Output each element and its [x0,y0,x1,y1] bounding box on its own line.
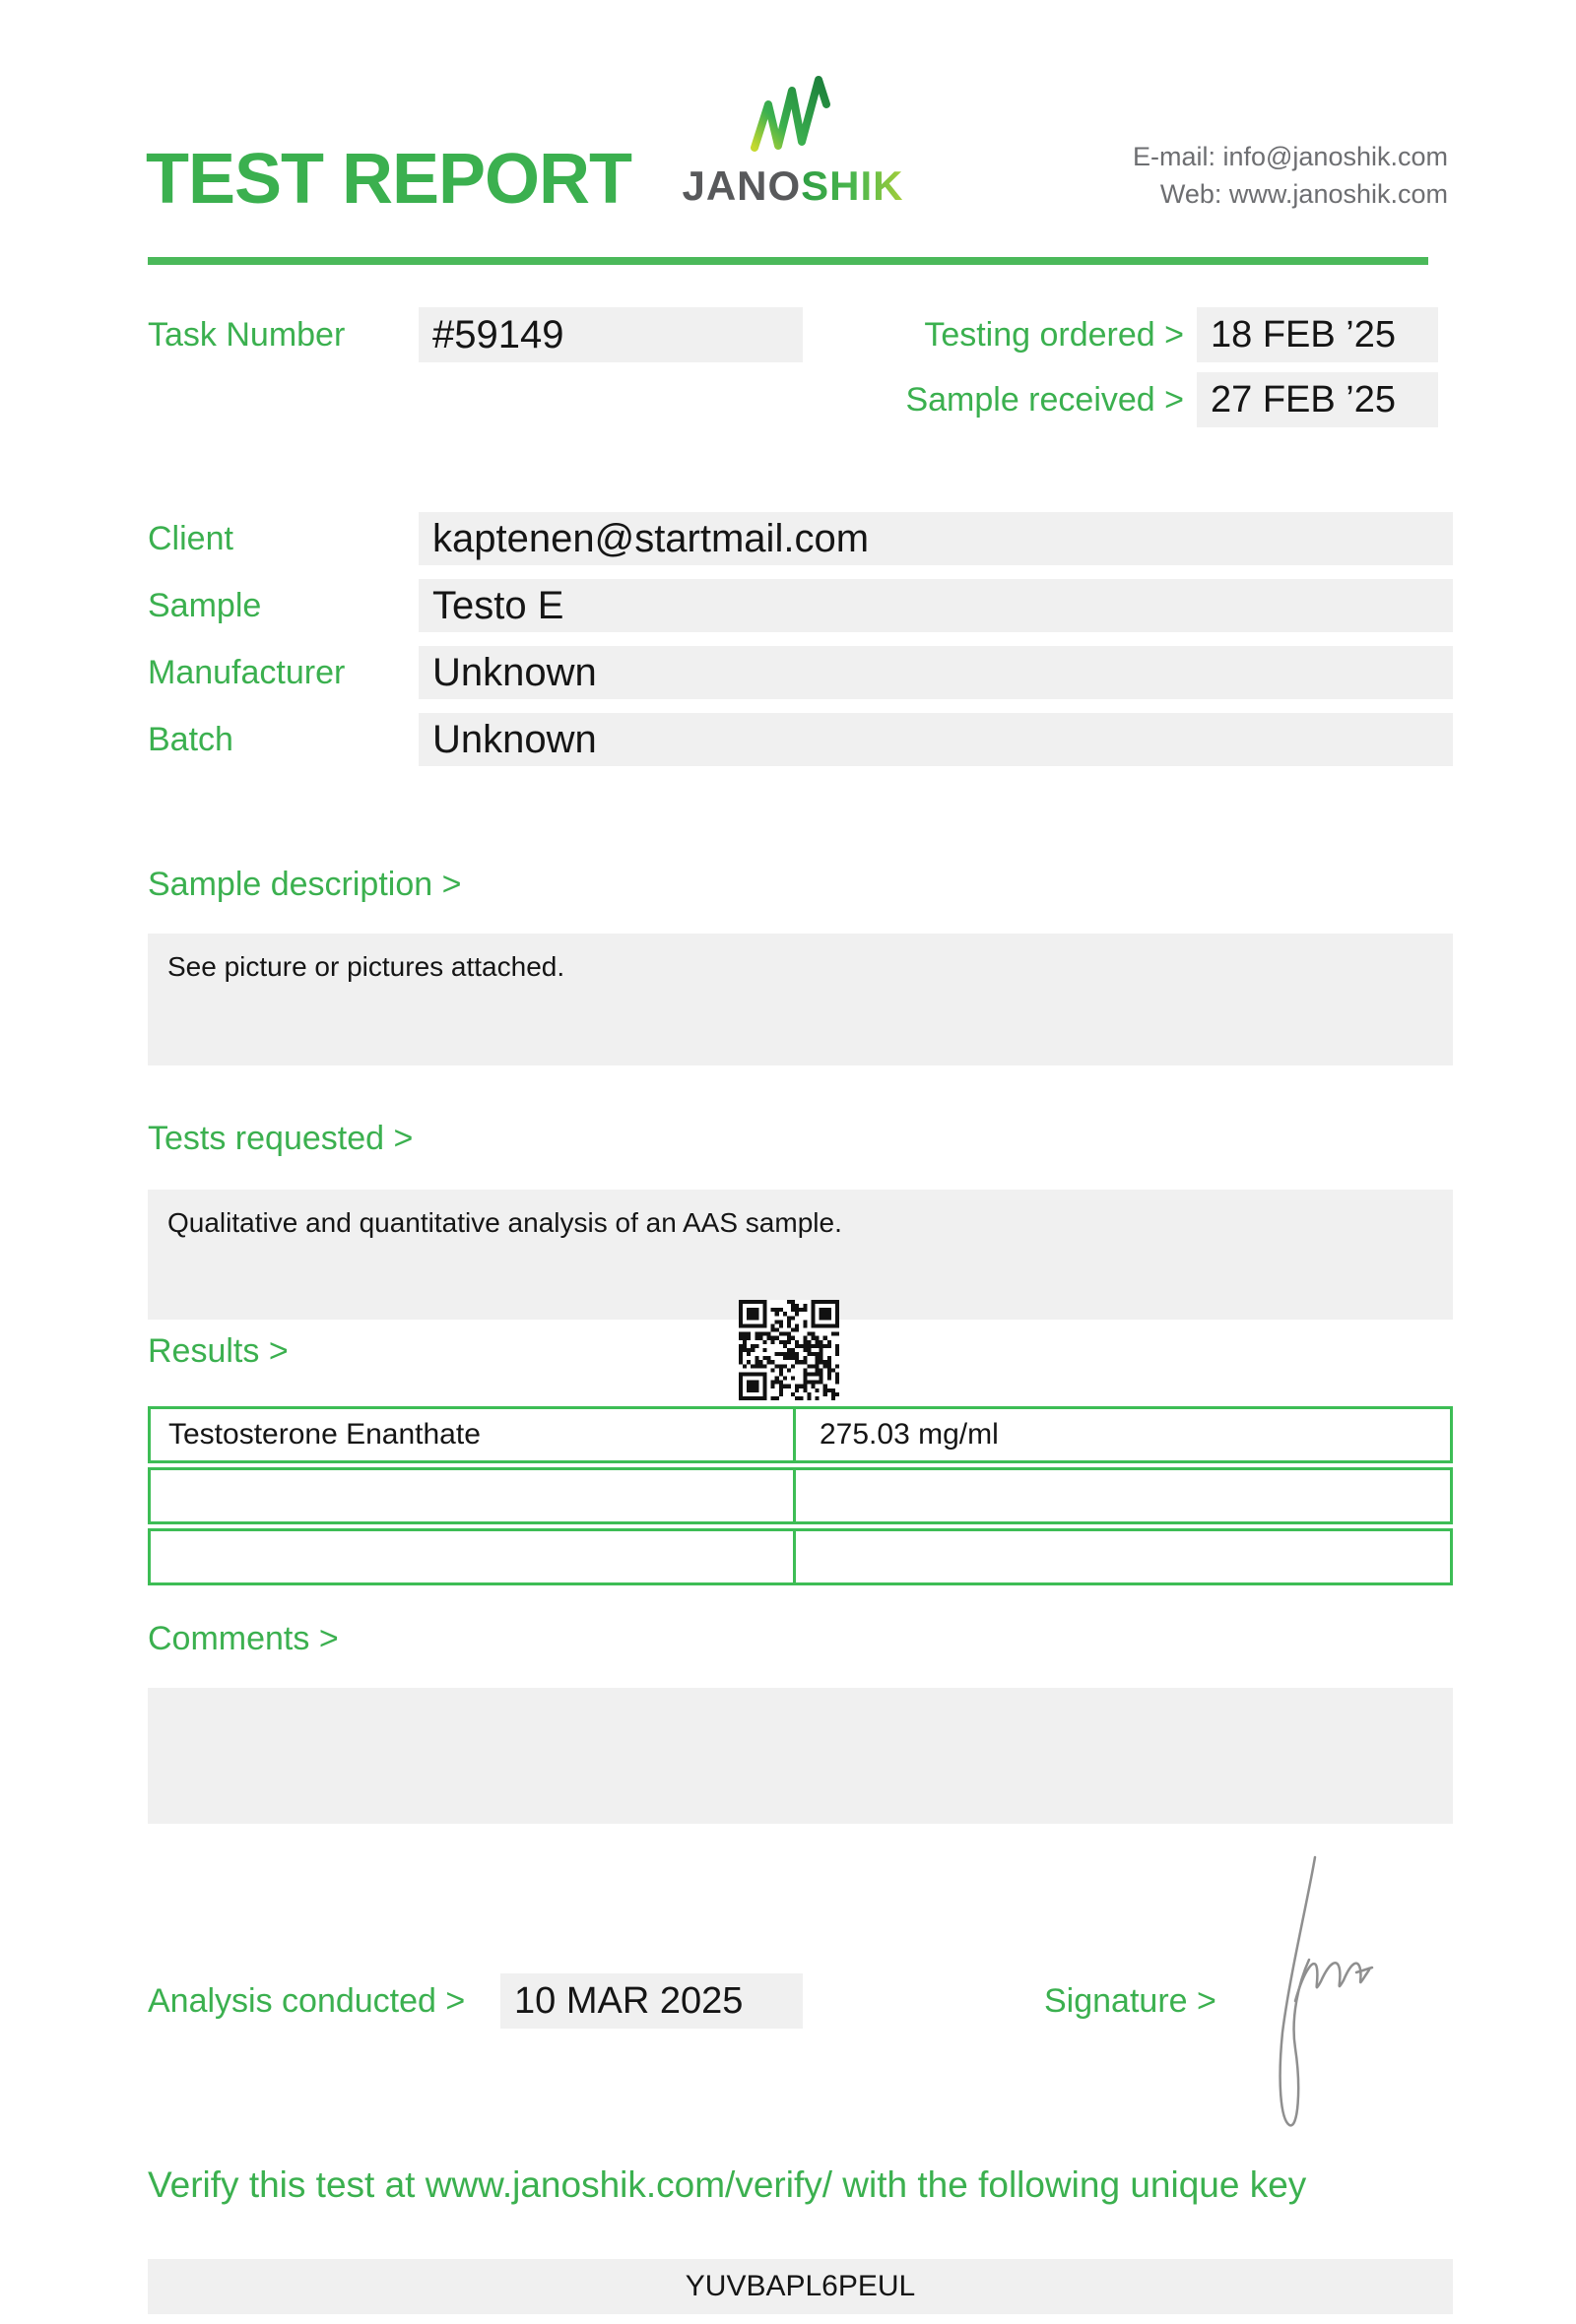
manufacturer-label: Manufacturer [148,653,346,691]
result-substance [151,1470,796,1521]
analysis-conducted-label: Analysis conducted > [148,1981,466,2020]
results-heading: Results > [148,1332,289,1370]
chart-trend-logo-icon [748,75,838,160]
sample-description-box [148,934,1453,1065]
signature-scribble [1274,1851,1412,2147]
result-substance [151,1531,796,1582]
testing-ordered-label: Testing ordered > [924,315,1184,354]
testing-ordered-value: 18 FEB ’25 [1197,307,1438,362]
results-row [148,1467,1453,1524]
result-amount: 275.03 mg/ml [820,1418,999,1451]
signature-label: Signature > [1044,1981,1216,2020]
tests-requested-heading: Tests requested > [148,1120,414,1157]
janoshik-logo [680,75,906,207]
page-title: TEST REPORT [146,140,632,219]
sample-description-text: See picture or pictures attached. [167,951,565,982]
results-table [148,1406,1453,1585]
result-amount [796,1531,1450,1582]
client-label: Client [148,519,233,557]
result-substance: Testosterone Enanthate [151,1409,796,1460]
sample-label: Sample [148,586,262,624]
contact-web: Web: www.janoshik.com [1159,179,1448,209]
logo-text-jano: JANO [682,162,802,209]
sample-received-value: 27 FEB ’25 [1197,372,1438,427]
header-divider [148,257,1428,265]
logo-wordmark [680,162,906,209]
batch-label: Batch [148,720,233,758]
results-row [148,1406,1453,1463]
manufacturer-value: Unknown [419,646,1453,699]
sample-description-heading: Sample description > [148,866,462,903]
comments-box [148,1688,1453,1824]
contact-info [985,138,1448,213]
analysis-conducted-value: 10 MAR 2025 [500,1973,803,2029]
logo-text-shik: SHIK [801,162,904,209]
verify-key-box [148,2259,1453,2314]
client-value: kaptenen@startmail.com [419,512,1453,565]
verify-instruction: Verify this test at www.janoshik.com/verify/ with the following unique key [148,2164,1307,2205]
batch-value: Unknown [419,713,1453,766]
result-amount [796,1470,1450,1521]
task-number-value: #59149 [419,307,803,362]
task-number-label: Task Number [148,315,346,354]
sample-value: Testo E [419,579,1453,632]
qr-code [739,1300,839,1400]
results-row [148,1528,1453,1585]
comments-heading: Comments > [148,1620,339,1657]
sample-received-label: Sample received > [905,380,1184,419]
contact-email: E-mail: info@janoshik.com [1132,142,1448,171]
verify-key: YUVBAPL6PEUL [685,2270,916,2302]
tests-requested-text: Qualitative and quantitative analysis of an AAS sample. [167,1207,842,1238]
